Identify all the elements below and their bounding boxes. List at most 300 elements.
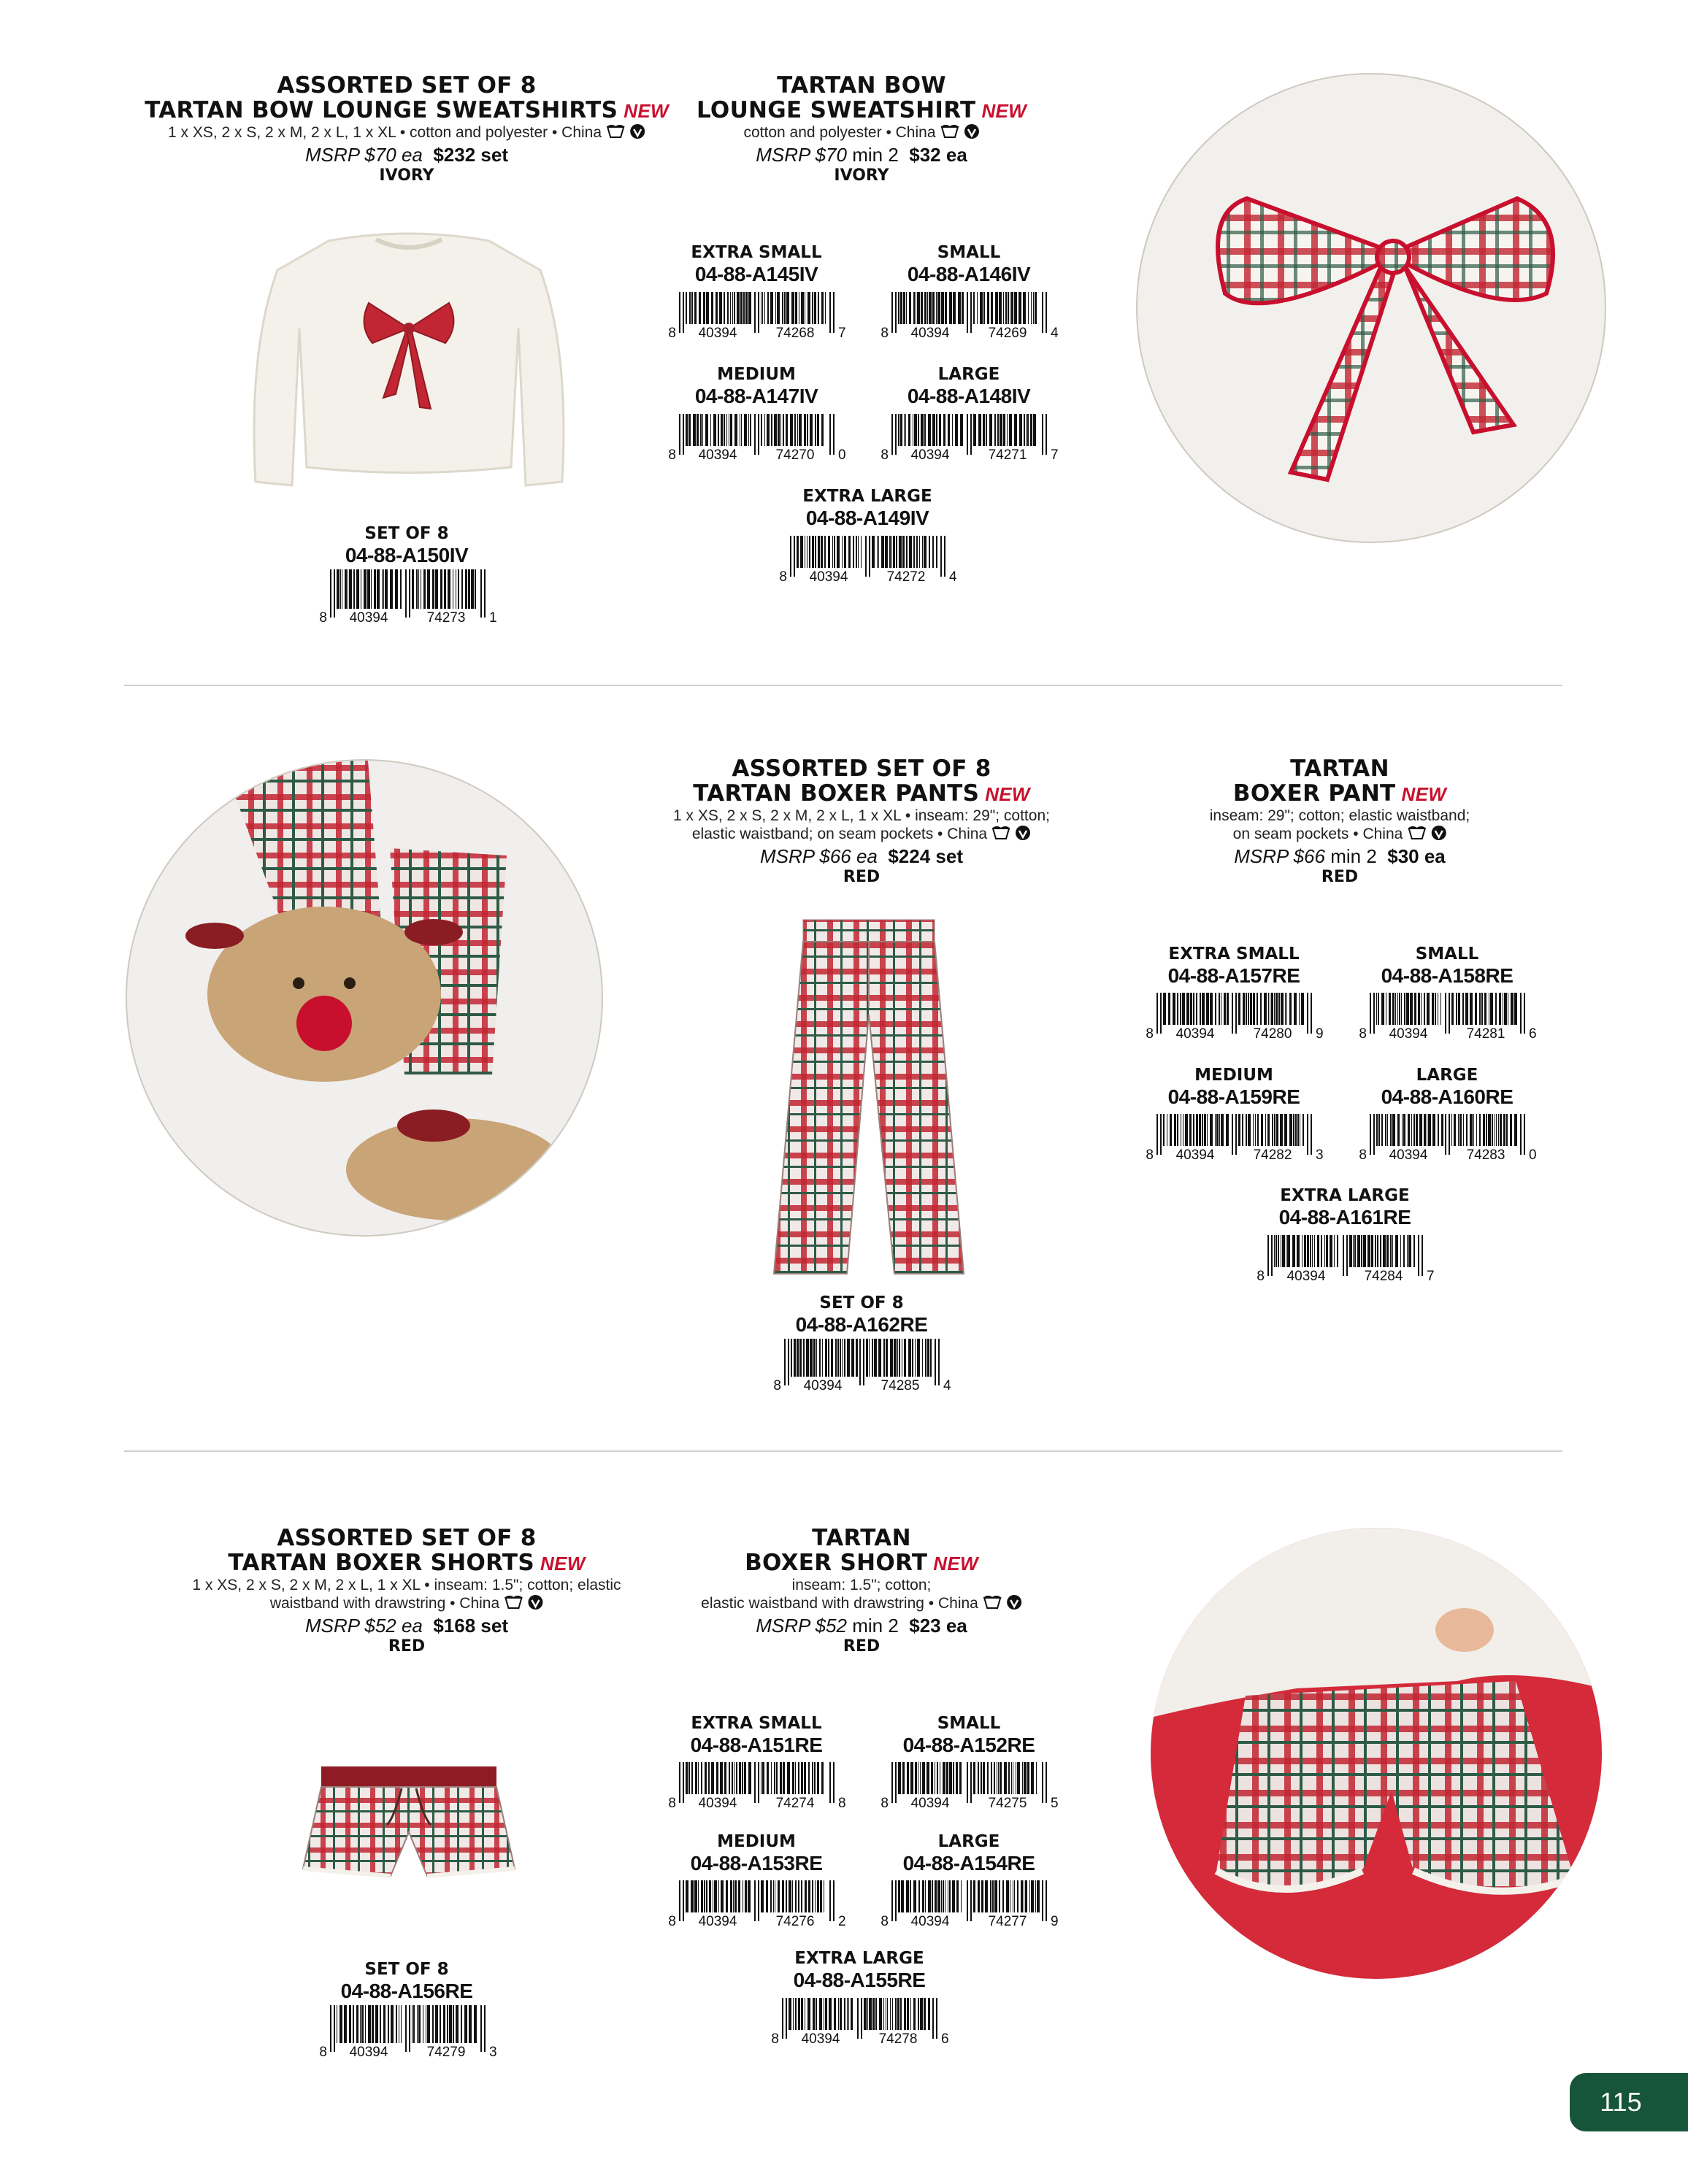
barcode-bar [1416, 1114, 1418, 1146]
vegan-check-icon [1006, 1594, 1022, 1615]
sku-code: 04-88-A147IV [694, 385, 818, 407]
barcode-digits: 74278 [878, 2031, 918, 2046]
price-line: MSRP $52 ea $168 set [304, 1615, 508, 1637]
barcode-bar [1018, 292, 1021, 324]
barcode-bar [770, 1880, 772, 1912]
barcode-bar [1458, 1114, 1459, 1146]
barcode-bar [994, 1880, 997, 1912]
barcode-bar [716, 292, 718, 324]
barcode-bar [1036, 1762, 1037, 1794]
barcode-bar [994, 414, 996, 446]
barcode-bar [924, 414, 926, 446]
barcode-bar [883, 1339, 885, 1377]
barcode-bar [1440, 993, 1441, 1025]
barcode-bar [1170, 1114, 1172, 1146]
barcode-bar [955, 414, 958, 446]
hand-wash-icon [1407, 825, 1426, 845]
barcode-bar [484, 2005, 486, 2052]
barcode-bar [1506, 1114, 1508, 1146]
barcode-digits: 8 [881, 447, 889, 462]
barcode-bar [1293, 1114, 1294, 1146]
barcode-digits: 8 [319, 2045, 327, 2059]
barcode-digits: 74270 [775, 447, 815, 462]
barcode-digits: 74280 [1253, 1026, 1292, 1041]
barcode-bar [821, 1762, 824, 1794]
barcode-digits: 74275 [988, 1796, 1027, 1810]
size-label: SET OF 8 [819, 1293, 904, 1312]
barcode-bar [1022, 1762, 1023, 1794]
barcode-bar [1498, 1114, 1499, 1146]
barcode-bar [1275, 1235, 1277, 1267]
barcode-bar [464, 2005, 467, 2043]
barcode-bar [1337, 1235, 1338, 1267]
barcode-bar [983, 292, 985, 324]
barcode-bar [349, 569, 352, 609]
barcode-bar [1284, 1114, 1287, 1146]
barcode-bar [767, 292, 769, 324]
barcode-bar [1008, 1762, 1010, 1794]
barcode-bar [807, 292, 810, 324]
barcode-bar [1314, 1235, 1315, 1267]
barcode-bar [724, 414, 725, 446]
upc-barcode [312, 568, 502, 625]
barcode-bar [992, 1880, 994, 1912]
barcode-bar [1002, 1880, 1004, 1912]
barcode-bar [1190, 993, 1192, 1025]
product-description: waistband with drawstring • China [269, 1595, 500, 1612]
barcode-bar [1476, 1114, 1477, 1146]
barcode-bar [1389, 993, 1391, 1025]
barcode-bar [784, 1339, 786, 1385]
barcode-digits: 40394 [809, 569, 848, 584]
barcode-bar [902, 536, 905, 568]
barcode-bar [449, 2005, 452, 2043]
barcode-bar [1156, 993, 1158, 1034]
barcode-bar [872, 1339, 873, 1377]
barcode-bar [418, 569, 419, 609]
barcode-bar [812, 1762, 813, 1794]
barcode-bar [1373, 993, 1375, 1034]
barcode-bar [1470, 1114, 1473, 1146]
barcode-bar [1307, 1235, 1309, 1267]
size-block-xs: EXTRA SMALL 04-88-A151RE [690, 1714, 823, 1756]
barcode-bar [859, 1339, 861, 1385]
barcode-bar [727, 292, 729, 324]
barcode-digits: 8 [668, 447, 676, 462]
barcode-bar [921, 414, 924, 446]
barcode-digits: 40394 [1175, 1026, 1215, 1041]
barcode-bar [907, 1998, 909, 2030]
barcode-bar [695, 1762, 697, 1794]
upc-barcode [661, 412, 851, 462]
barcode-bar [922, 1762, 925, 1794]
color-name: RED [1321, 868, 1359, 886]
barcode-bar [960, 414, 963, 446]
barcode-bar [1215, 993, 1216, 1025]
barcode-bar [1014, 1880, 1015, 1912]
barcode-bar [1000, 1762, 1002, 1794]
product-title: TARTAN BOXER SHORTS NEW [228, 1550, 586, 1576]
barcode-bar [967, 1762, 968, 1803]
barcode-bar [1000, 414, 1002, 446]
barcode-digits: 74271 [988, 447, 1027, 462]
barcode-bar [1310, 1235, 1311, 1267]
barcode-bar [435, 569, 438, 609]
barcode-bar [829, 1998, 832, 2030]
barcode-bar [900, 1998, 902, 2030]
barcode-digits: 4 [943, 1378, 951, 1393]
product-title: TARTAN BOXER PANTS NEW [693, 780, 1030, 807]
barcode-bar [1403, 1114, 1405, 1146]
barcode-bar [1019, 414, 1022, 446]
barcode-bar [1268, 993, 1269, 1025]
barcode-bar [703, 292, 705, 324]
product-title: TARTAN BOW LOUNGE SWEATSHIRTS NEW [145, 97, 669, 123]
barcode-bar [920, 1762, 921, 1794]
barcode-bar [970, 1880, 972, 1921]
barcode-bar [744, 414, 747, 446]
barcode-bar [790, 536, 791, 577]
barcode-bar [914, 414, 917, 446]
barcode-bar [910, 1998, 911, 2030]
barcode-bar [1242, 1114, 1243, 1146]
barcode-bar [991, 1762, 992, 1794]
barcode-bar [919, 536, 920, 568]
barcode-bar [1232, 1114, 1233, 1155]
barcode-bar [898, 414, 899, 446]
barcode-bar [777, 292, 780, 324]
barcode-bar [967, 414, 968, 455]
hand-wash-icon [504, 1594, 523, 1615]
barcode-bar [889, 536, 891, 568]
barcode-bar [412, 569, 414, 609]
barcode-bar [401, 2005, 402, 2043]
barcode-bar [1475, 993, 1477, 1025]
barcode-digits: 74277 [988, 1914, 1027, 1929]
barcode-bar [1207, 1114, 1208, 1146]
barcode-bar [808, 1880, 810, 1912]
barcode-bar [903, 292, 905, 324]
barcode-bar [822, 1339, 823, 1377]
product-description: 1 x XS, 2 x S, 2 x M, 2 x L, 1 x XL • inseam: 29"; cotton; [673, 807, 1050, 824]
barcode-bar [686, 292, 687, 324]
barcode-bar [793, 1998, 794, 2030]
barcode-bar [1027, 1762, 1029, 1794]
barcode-bar [726, 414, 727, 446]
barcode-bar [962, 292, 964, 324]
barcode-bar [440, 2005, 441, 2043]
barcode-bar [734, 1880, 737, 1912]
barcode-bar [978, 1880, 980, 1912]
barcode-bar [1046, 1880, 1047, 1921]
barcode-bar [694, 292, 697, 324]
barcode-bar [745, 1880, 747, 1912]
color-name: RED [388, 1637, 426, 1656]
barcode-digits: 4 [949, 569, 957, 584]
size-block-l: LARGE 04-88-A148IV [907, 365, 1031, 407]
barcode-bar [456, 2005, 459, 2043]
sku-code: 04-88-A149IV [805, 507, 929, 529]
barcode-bar [869, 1998, 872, 2030]
barcode-bar [395, 569, 398, 609]
barcode-bar [1456, 993, 1457, 1025]
barcode-bar [1404, 993, 1405, 1025]
barcode-bar [980, 292, 983, 324]
barcode-bar [1221, 1114, 1224, 1146]
barcode-bar [388, 2005, 389, 2043]
barcode-bar [937, 1880, 940, 1912]
barcode-bar [461, 569, 463, 609]
single-header-boxer-short [701, 1526, 1022, 1656]
barcode-bar [985, 1880, 988, 1912]
barcode-bar [1418, 993, 1420, 1025]
barcode-bar [797, 414, 798, 446]
barcode-digits: 8 [881, 1796, 889, 1810]
barcode-bar [917, 1339, 920, 1377]
barcode-bar [754, 414, 756, 455]
barcode-bar [1370, 993, 1371, 1034]
barcode-bar [1299, 993, 1300, 1025]
barcode-bar [758, 1762, 759, 1803]
barcode-bar [1375, 1235, 1376, 1267]
barcode-bar [1035, 1880, 1036, 1912]
barcode-bar [909, 536, 912, 568]
barcode-bar [1226, 1114, 1229, 1146]
barcode-digits: 74268 [775, 326, 815, 340]
barcode-bar [1248, 993, 1249, 1025]
barcode-bar [878, 1339, 881, 1377]
barcode-bar [733, 1880, 734, 1912]
barcode-bar [899, 1339, 900, 1377]
barcode-bar [1330, 1235, 1332, 1267]
upc-barcode [874, 291, 1064, 340]
barcode-bar [745, 292, 748, 324]
barcode-digits: 8 [1257, 1269, 1265, 1283]
barcode-bar [1302, 1235, 1303, 1267]
sku-code: 04-88-A150IV [345, 544, 469, 566]
barcode-digits: 9 [1316, 1026, 1324, 1041]
barcode-digits: 40394 [910, 447, 950, 462]
barcode-bar [895, 1998, 897, 2030]
barcode-bar [895, 1880, 897, 1921]
barcode-bar [1024, 1762, 1027, 1794]
barcode-bar [824, 536, 826, 568]
barcode-bar [791, 292, 794, 324]
barcode-bar [1031, 1880, 1034, 1912]
barcode-bar [368, 2005, 371, 2043]
barcode-bar [1003, 414, 1005, 446]
barcode-bar [999, 1880, 1000, 1912]
barcode-bar [448, 569, 450, 609]
barcode-bar [784, 292, 786, 324]
barcode-bar [815, 536, 816, 568]
barcode-bar [1271, 1235, 1273, 1276]
upc-barcode [874, 1879, 1064, 1929]
barcode-bar [1441, 1114, 1443, 1146]
barcode-bar [1029, 1880, 1030, 1912]
barcode-bar [936, 1998, 937, 2039]
barcode-bar [353, 569, 355, 609]
price-line: MSRP $52 min 2 $23 ea [756, 1615, 967, 1637]
barcode-bar [686, 1880, 688, 1912]
barcode-bar [906, 292, 907, 324]
price-line: MSRP $66 min 2 $30 ea [1234, 845, 1446, 867]
barcode-bar [1445, 1114, 1446, 1155]
barcode-bar [1272, 1114, 1273, 1146]
barcode-bar [1282, 1235, 1285, 1267]
vegan-check-icon [527, 1594, 543, 1615]
barcode-bar [881, 536, 884, 568]
barcode-bar [782, 1880, 784, 1912]
barcode-bar [898, 1880, 900, 1912]
barcode-bar [1011, 1762, 1012, 1794]
barcode-bar [1481, 993, 1483, 1025]
barcode-bar [1381, 1114, 1383, 1146]
barcode-bar [973, 1762, 975, 1794]
barcode-bar [702, 414, 703, 446]
barcode-bar [885, 536, 888, 568]
barcode-bar [917, 292, 920, 324]
barcode-bar [1294, 993, 1297, 1025]
barcode-bar [1343, 1235, 1344, 1276]
vegan-check-icon [964, 123, 980, 144]
barcode-bar [815, 1880, 816, 1912]
barcode-bar [1326, 1235, 1328, 1267]
barcode-bar [1042, 414, 1043, 455]
size-block-xl: EXTRA LARGE 04-88-A155RE [793, 1949, 926, 1991]
barcode-bar [730, 1880, 732, 1912]
price-line: MSRP $66 ea $224 set [759, 845, 963, 867]
barcode-bar [929, 292, 932, 324]
set-sku-block [796, 1293, 928, 1337]
barcode-bar [721, 1880, 724, 1912]
barcode-digits: 40394 [801, 2031, 840, 2046]
barcode-bar [1177, 993, 1178, 1025]
barcode-bar [1407, 1235, 1408, 1267]
barcode-bar [718, 414, 719, 446]
barcode-bar [786, 414, 788, 446]
barcode-bar [805, 1880, 807, 1912]
barcode-bar [356, 569, 359, 609]
barcode-bar [1504, 993, 1507, 1025]
barcode-bar [1413, 1114, 1415, 1146]
barcode-bar [795, 1880, 797, 1912]
barcode-bar [829, 1880, 831, 1921]
barcode-bar [946, 1762, 948, 1794]
barcode-bar [469, 2005, 472, 2043]
barcode-bar [1238, 1114, 1240, 1146]
barcode-bar [1363, 1235, 1366, 1267]
barcode-bar [762, 1762, 764, 1794]
barcode-bar [1422, 1235, 1423, 1276]
barcode-bar [1289, 1114, 1292, 1146]
sku-code: 04-88-A148IV [907, 385, 1031, 407]
barcode-bar [1156, 1114, 1158, 1155]
barcode-bar [1514, 993, 1517, 1025]
barcode-bar [1264, 993, 1267, 1025]
barcode-bar [1392, 993, 1394, 1025]
barcode-bar [339, 2005, 342, 2043]
barcode-bar [1395, 993, 1396, 1025]
barcode-bar [814, 292, 816, 324]
barcode-bar [872, 1998, 875, 2030]
barcode-digits: 74285 [881, 1378, 920, 1393]
barcode-bar [698, 1762, 699, 1794]
product-title: TARTAN [812, 1525, 911, 1551]
barcode-bar [471, 569, 474, 609]
product-description: inseam: 1.5"; cotton; [791, 1577, 932, 1593]
barcode-bar [1042, 1880, 1043, 1921]
barcode-bar [795, 292, 797, 324]
barcode-bar [861, 536, 862, 568]
barcode-bar [1406, 993, 1409, 1025]
product-description: cotton and polyester • China [743, 124, 936, 141]
barcode-bar [371, 569, 372, 609]
upc-barcode [874, 412, 1064, 462]
barcode-bar [1196, 993, 1197, 1025]
size-block-m: MEDIUM 04-88-A147IV [694, 365, 818, 407]
size-block-l: LARGE 04-88-A154RE [902, 1832, 1035, 1875]
barcode-bar [1030, 414, 1032, 446]
barcode-bar [1046, 292, 1047, 333]
barcode-bar [1490, 993, 1493, 1025]
barcode-bar [789, 1998, 791, 2030]
barcode-digits: 40394 [698, 1914, 737, 1929]
barcode-bar [977, 292, 978, 324]
barcode-bar [1292, 1235, 1295, 1267]
barcode-bar [804, 1762, 806, 1794]
barcode-bar [1253, 1114, 1254, 1146]
barcode-bar [970, 292, 972, 333]
barcode-bar [691, 1762, 693, 1794]
barcode-bar [1385, 1114, 1386, 1146]
sku-code: 04-88-A158RE [1381, 964, 1514, 987]
barcode-digits: 8 [1359, 1147, 1367, 1162]
barcode-bar [794, 414, 796, 446]
barcode-bar [801, 1762, 803, 1794]
barcode-bar [718, 1880, 719, 1912]
upc-barcode [1352, 1112, 1542, 1162]
barcode-digits: 7 [1427, 1269, 1435, 1283]
barcode-bar [833, 414, 835, 455]
barcode-bar [863, 1339, 864, 1385]
barcode-bar [994, 1762, 995, 1794]
barcode-bar [730, 292, 731, 324]
barcode-bar [1238, 993, 1240, 1025]
barcode-bar [484, 569, 486, 618]
barcode-bar [716, 1762, 718, 1794]
barcode-bar [427, 569, 430, 609]
barcode-bar [688, 414, 691, 446]
barcode-bar [800, 536, 803, 568]
barcode-bar [798, 1880, 799, 1912]
barcode-bar [1261, 1114, 1263, 1146]
color-name: IVORY [834, 166, 889, 185]
barcode-bar [1451, 993, 1454, 1025]
barcode-bar [729, 1762, 730, 1794]
product-description: elastic waistband with drawstring • China [701, 1595, 978, 1612]
barcode-bar [1399, 993, 1400, 1025]
set-header-boxer-shorts [192, 1526, 621, 1656]
barcode-bar [930, 1339, 932, 1377]
barcode-bar [758, 1880, 759, 1921]
barcode-bar [1215, 1114, 1216, 1146]
barcode-bar [1017, 1880, 1018, 1912]
barcode-bar [787, 1762, 790, 1794]
barcode-bar [856, 1339, 858, 1377]
barcode-bar [918, 414, 919, 446]
barcode-bar [928, 1998, 930, 2030]
